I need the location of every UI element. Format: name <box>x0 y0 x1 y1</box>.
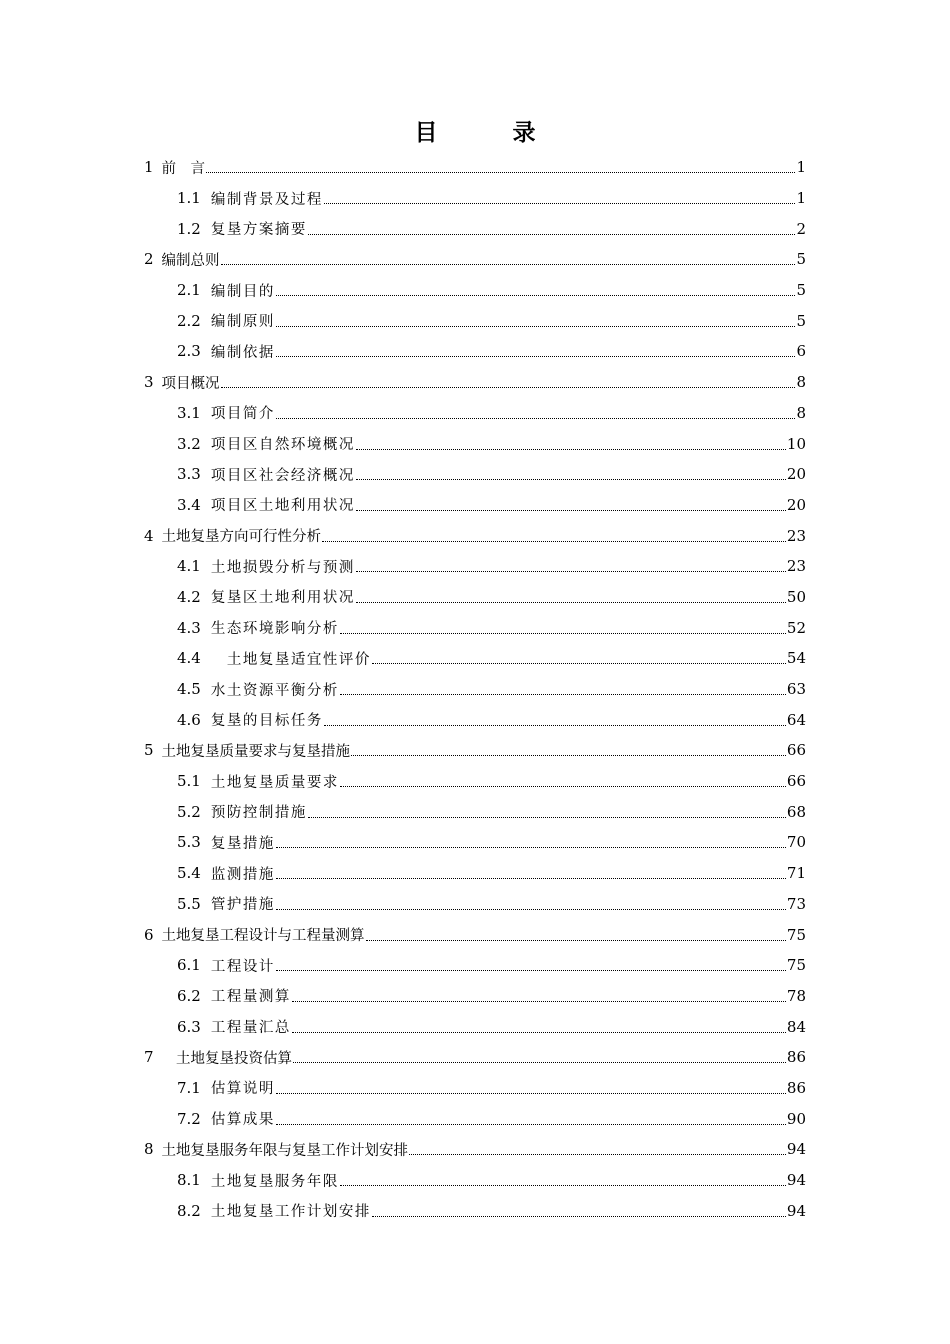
dot-leader <box>366 939 786 941</box>
toc-entry-page-number: 52 <box>786 618 806 637</box>
toc-entry[interactable] <box>144 889 806 920</box>
toc-entry-number: 8.1 <box>177 1171 201 1190</box>
toc-entry-number: 5.2 <box>177 802 201 821</box>
dot-leader <box>221 386 796 388</box>
toc-entry-page-number: 1 <box>796 189 806 208</box>
toc-entry[interactable] <box>144 674 806 705</box>
toc-entry[interactable] <box>144 1073 806 1104</box>
toc-entry-label: 土地复垦服务年限 <box>210 1173 339 1190</box>
dot-leader <box>292 1000 786 1002</box>
toc-entry[interactable] <box>144 796 806 827</box>
toc-entry-label: 土地损毁分析与预测 <box>210 559 355 576</box>
toc-entry[interactable] <box>144 1165 806 1196</box>
toc-entry-number: 4.5 <box>177 680 201 699</box>
toc-entry-number: 4.1 <box>177 557 201 576</box>
toc-entry-number: 1.1 <box>177 189 201 208</box>
dot-leader <box>356 448 786 450</box>
toc-entry-number: 6 <box>144 925 154 944</box>
toc-entry[interactable] <box>144 704 806 735</box>
toc-entry-number: 5.5 <box>177 894 201 913</box>
toc-entry-number: 2 <box>144 250 154 269</box>
dot-leader <box>308 816 786 818</box>
toc-entry-page-number: 94 <box>786 1140 806 1159</box>
toc-entry-label: 复垦区土地利用状况 <box>210 590 355 607</box>
dot-leader <box>276 846 786 848</box>
toc-entry-page-number: 5 <box>796 311 806 330</box>
toc-entry-label: 土地复垦工程设计与工程量测算 <box>161 928 365 945</box>
toc-entry-label: 项目区自然环境概况 <box>210 437 355 454</box>
dot-leader <box>372 662 786 664</box>
toc-entry-number: 6.1 <box>177 956 201 975</box>
toc-entry[interactable] <box>144 582 806 613</box>
toc-entry-page-number: 75 <box>786 925 806 944</box>
dot-leader <box>276 908 786 910</box>
toc-entry[interactable] <box>144 643 806 674</box>
dot-leader <box>340 1184 786 1186</box>
toc-entry-number: 7.2 <box>177 1109 201 1128</box>
toc-entry-number: 6.3 <box>177 1017 201 1036</box>
toc-entry-page-number: 2 <box>796 219 806 238</box>
toc-entry-page-number: 84 <box>786 1017 806 1036</box>
dot-leader <box>276 355 796 357</box>
toc-entry-page-number: 86 <box>786 1078 806 1097</box>
toc-entry-number: 6.2 <box>177 986 201 1005</box>
dot-leader <box>206 171 795 173</box>
toc-entry-page-number: 86 <box>786 1048 806 1067</box>
toc-entry-number: 4.2 <box>177 587 201 606</box>
toc-entry-label: 项目区土地利用状况 <box>210 498 355 515</box>
toc-entry-number: 4.6 <box>177 710 201 729</box>
dot-leader <box>351 754 786 756</box>
toc-entry-label: 工程设计 <box>210 958 275 975</box>
toc-entry-number: 5.1 <box>177 772 201 791</box>
toc-entry-page-number: 5 <box>796 281 806 300</box>
toc-entry-label: 土地复垦方向可行性分析 <box>161 529 322 546</box>
toc-entry[interactable] <box>144 735 806 766</box>
page-title: 目 录 <box>414 120 562 146</box>
dot-leader <box>340 632 786 634</box>
toc-entry[interactable] <box>144 244 806 275</box>
toc-entry-number: 5.3 <box>177 833 201 852</box>
dot-leader <box>276 294 796 296</box>
toc-entry-label: 项目简介 <box>210 406 275 423</box>
toc-entry-number: 2.2 <box>177 311 201 330</box>
toc-entry[interactable] <box>144 981 806 1012</box>
toc-entry[interactable] <box>144 336 806 367</box>
toc-entry-number: 3.4 <box>177 495 201 514</box>
toc-entry-page-number: 8 <box>796 403 806 422</box>
toc-entry-page-number: 20 <box>786 495 806 514</box>
dot-leader <box>292 1031 786 1033</box>
toc-entry-number: 8.2 <box>177 1201 201 1220</box>
toc-entry[interactable] <box>144 827 806 858</box>
dot-leader <box>293 1061 786 1063</box>
toc-entry[interactable] <box>144 919 806 950</box>
toc-entry-number: 2.1 <box>177 281 201 300</box>
toc-entry-page-number: 66 <box>786 772 806 791</box>
dot-leader <box>356 509 786 511</box>
toc-entry[interactable] <box>144 305 806 336</box>
toc-entry[interactable] <box>144 1011 806 1042</box>
toc-entry-label: 水土资源平衡分析 <box>210 682 339 699</box>
toc-entry[interactable] <box>144 152 806 183</box>
dot-leader <box>356 601 786 603</box>
dot-leader <box>276 877 786 879</box>
toc-entry[interactable] <box>144 398 806 429</box>
toc-entry-number: 5 <box>144 741 154 760</box>
toc-entry-label: 前 言 <box>161 160 206 177</box>
toc-entry-label: 管护措施 <box>210 897 275 914</box>
dot-leader <box>221 263 796 265</box>
toc-entry[interactable] <box>144 490 806 521</box>
toc-entry-label: 估算成果 <box>210 1112 275 1129</box>
toc-entry-page-number: 23 <box>786 557 806 576</box>
dot-leader <box>324 202 796 204</box>
dot-leader <box>308 233 796 235</box>
toc-entry-number: 8 <box>144 1140 154 1159</box>
dot-leader <box>340 693 786 695</box>
toc-entry-page-number: 23 <box>786 526 806 545</box>
toc-entry[interactable] <box>144 766 806 797</box>
toc-entry-page-number: 94 <box>786 1201 806 1220</box>
toc-entry-label: 生态环境影响分析 <box>210 621 339 638</box>
toc-entry[interactable] <box>144 1195 806 1226</box>
toc-entry-label: 工程量测算 <box>210 989 291 1006</box>
toc-entry-label: 编制目的 <box>210 283 275 300</box>
toc-entry-page-number: 54 <box>786 649 806 668</box>
toc-entry-label: 复垦措施 <box>210 835 275 852</box>
dot-leader <box>372 1215 786 1217</box>
toc-entry[interactable] <box>144 1103 806 1134</box>
toc-entry-label: 土地复垦适宜性评价 <box>210 651 371 668</box>
dot-leader <box>276 417 796 419</box>
toc-entry-number: 4.4 <box>177 649 201 668</box>
dot-leader <box>409 1153 786 1155</box>
toc-entry-label: 土地复垦服务年限与复垦工作计划安排 <box>161 1142 409 1159</box>
toc-entry[interactable] <box>144 612 806 643</box>
toc-entry-label: 复垦的目标任务 <box>210 713 323 730</box>
toc-entry-page-number: 8 <box>796 373 806 392</box>
toc-entry-label: 土地复垦质量要求 <box>210 774 339 791</box>
toc-entry-page-number: 94 <box>786 1171 806 1190</box>
table-of-contents <box>144 152 806 1226</box>
dot-leader <box>322 540 786 542</box>
toc-entry-number: 1 <box>144 158 154 177</box>
toc-entry[interactable] <box>144 183 806 214</box>
toc-entry[interactable] <box>144 459 806 490</box>
toc-entry[interactable] <box>144 551 806 582</box>
toc-entry-label: 监测措施 <box>210 866 275 883</box>
toc-entry-label: 估算说明 <box>210 1081 275 1098</box>
toc-entry-label: 工程量汇总 <box>210 1020 291 1037</box>
toc-entry[interactable] <box>144 950 806 981</box>
toc-entry-page-number: 75 <box>786 956 806 975</box>
toc-entry-page-number: 71 <box>786 864 806 883</box>
toc-entry-page-number: 5 <box>796 250 806 269</box>
toc-entry-label: 复垦方案摘要 <box>210 222 307 239</box>
toc-entry-label: 项目区社会经济概况 <box>210 467 355 484</box>
toc-entry-page-number: 66 <box>786 741 806 760</box>
toc-entry-page-number: 73 <box>786 894 806 913</box>
dot-leader <box>340 785 786 787</box>
toc-entry-label: 预防控制措施 <box>210 805 307 822</box>
toc-entry[interactable] <box>144 1134 806 1165</box>
toc-entry-label: 编制总则 <box>161 252 220 269</box>
toc-entry-label: 编制依据 <box>210 344 275 361</box>
toc-entry-number: 1.2 <box>177 219 201 238</box>
toc-entry-number: 3 <box>144 373 154 392</box>
toc-entry-number: 3.1 <box>177 403 201 422</box>
toc-entry-label: 土地复垦工作计划安排 <box>210 1204 371 1221</box>
toc-entry-page-number: 50 <box>786 587 806 606</box>
toc-entry[interactable] <box>144 275 806 306</box>
toc-entry-number: 7 <box>144 1048 154 1067</box>
toc-entry-page-number: 10 <box>786 434 806 453</box>
dot-leader <box>276 325 796 327</box>
toc-entry-number: 5.4 <box>177 864 201 883</box>
dot-leader <box>276 969 786 971</box>
dot-leader <box>324 724 786 726</box>
toc-entry[interactable] <box>144 1042 806 1073</box>
toc-entry-number: 7.1 <box>177 1078 201 1097</box>
toc-entry-page-number: 70 <box>786 833 806 852</box>
toc-entry-page-number: 78 <box>786 986 806 1005</box>
toc-entry-number: 4.3 <box>177 618 201 637</box>
dot-leader <box>276 1092 786 1094</box>
toc-entry[interactable] <box>144 858 806 889</box>
dot-leader <box>356 478 786 480</box>
toc-entry-number: 3.3 <box>177 465 201 484</box>
toc-entry-page-number: 6 <box>796 342 806 361</box>
toc-entry-label: 编制原则 <box>210 314 275 331</box>
toc-entry-number: 3.2 <box>177 434 201 453</box>
toc-entry-number: 2.3 <box>177 342 201 361</box>
toc-entry-page-number: 64 <box>786 710 806 729</box>
dot-leader <box>276 1123 786 1125</box>
toc-entry-page-number: 90 <box>786 1109 806 1128</box>
toc-entry-number: 4 <box>144 526 154 545</box>
dot-leader <box>356 570 786 572</box>
toc-entry-label: 土地复垦质量要求与复垦措施 <box>161 743 351 760</box>
toc-entry[interactable] <box>144 367 806 398</box>
toc-entry-page-number: 68 <box>786 802 806 821</box>
toc-entry-page-number: 1 <box>796 158 806 177</box>
toc-entry[interactable] <box>144 213 806 244</box>
toc-entry[interactable] <box>144 428 806 459</box>
toc-entry-page-number: 20 <box>786 465 806 484</box>
toc-entry[interactable] <box>144 520 806 551</box>
toc-entry-label: 项目概况 <box>161 375 220 392</box>
toc-entry-label: 编制背景及过程 <box>210 191 323 208</box>
toc-entry-label: 土地复垦投资估算 <box>161 1050 293 1067</box>
toc-entry-page-number: 63 <box>786 680 806 699</box>
